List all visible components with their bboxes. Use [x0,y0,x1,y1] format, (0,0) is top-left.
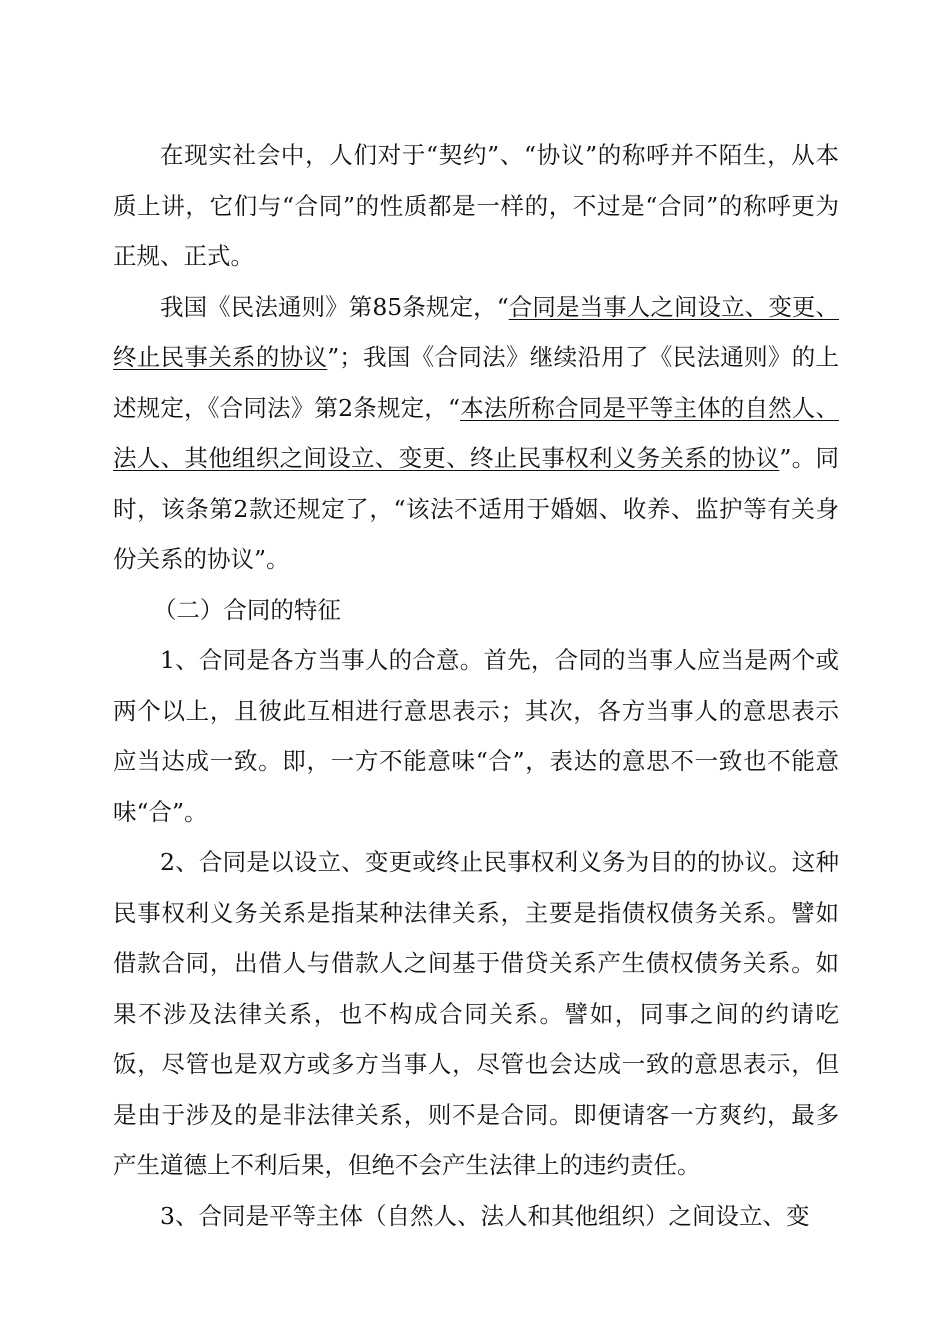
definition-text-a: 我国《民法通则》第85条规定，“ [160,292,509,321]
paragraph-feature-3: 3、合同是平等主体（自然人、法人和其他组织）之间设立、变 [160,1201,810,1230]
definition-text-c: ”。同时，该条第2款还规定了，“该法不适用于婚姻、收养、监护等有关身份关系的协议”。 [113,444,840,573]
section-heading: （二）合同的特征 [152,595,341,624]
definition-text-b: ”；我国《合同法》继续沿用了《民法通则》的上述规定，《合同法》第2条规定，“ [113,343,840,422]
civil-law-quote-underlined: 合同是当事人之间设立、变更、终止民事关系的协议 [113,292,840,371]
document-body [113,130,839,1241]
paragraph-feature-2: 2、合同是以设立、变更或终止民事权利义务为目的的协议。这种民事权利义务关系是指某种法律关系，主要是指债权债务关系。譬如借款合同，出借人与借款人之间基于借贷关系产生债权债务关系。如果不涉及法律关系，也不构成合同关系。譬如，同事之间的约请吃饭，尽管也是双方或多方当事人，尽管也会达成一致的意思表示，但是由于涉及的是非法律关系，则不是合同。即便请客一方爽约，最多产生道德上不利后果，但绝不会产生法律上的违约责任。 [113,848,839,1179]
paragraph-feature-1: 1、合同是各方当事人的合意。首先，合同的当事人应当是两个或两个以上，且彼此互相进行意思表示；其次，各方当事人的意思表示应当达成一致。即，一方不能意味“合”，表达的意思不一致也不能意味“合”。 [113,646,839,826]
paragraph-contract-names: 在现实社会中，人们对于“契约”、“协议”的称呼并不陌生，从本质上讲，它们与“合同”的性质都是一样的，不过是“合同”的称呼更为正规、正式。 [113,141,839,270]
paragraph-legal-definition [113,282,839,585]
contract-law-quote-underlined: 本法所称合同是平等主体的自然人、法人、其他组织之间设立、变更、终止民事权利义务关系的协议 [113,393,839,472]
